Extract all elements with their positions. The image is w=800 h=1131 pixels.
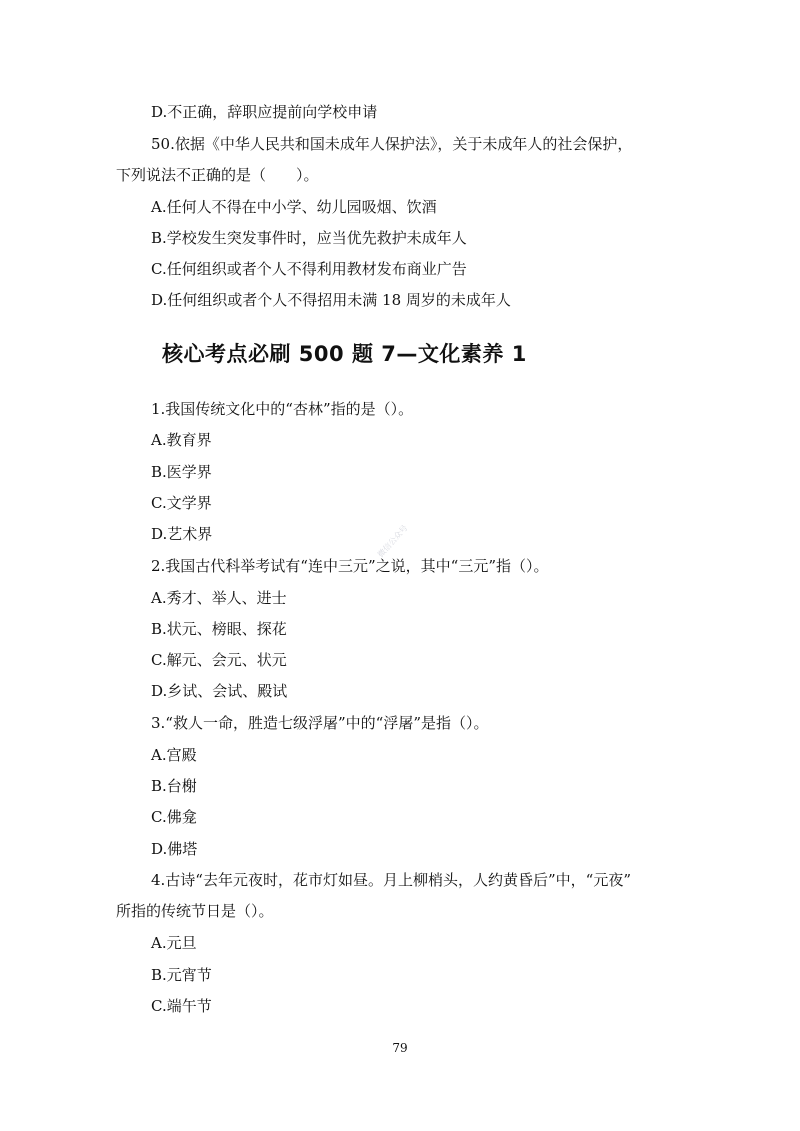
question-50-option-b: B.学校发生突发事件时，应当优先救护未成年人 [151, 229, 467, 247]
question-4-option-b: B.元宵节 [151, 966, 212, 984]
question-4-stem-line1: 4.古诗“去年元夜时，花市灯如昼。月上柳梢头，人约黄昏后”中，“元夜” [151, 871, 631, 889]
question-2-option-a: A.秀才、举人、进士 [151, 589, 287, 607]
question-50-stem-line1: 50.依据《中华人民共和国未成年人保护法》，关于未成年人的社会保护， [151, 135, 633, 153]
question-50-option-d: D.任何组织或者个人不得招用未满 18 周岁的未成年人 [151, 291, 511, 309]
question-3-option-a: A.宫殿 [151, 746, 197, 764]
question-1-option-a: A.教育界 [151, 431, 212, 449]
section-heading: 核心考点必刷 500 题 7—文化素养 1 [162, 342, 527, 366]
question-2-option-b: B.状元、榜眼、探花 [151, 620, 287, 638]
question-2-option-c: C.解元、会元、状元 [151, 651, 287, 669]
question-4-stem-line2: 所指的传统节日是（）。 [116, 902, 274, 920]
question-4-option-c: C.端午节 [151, 997, 212, 1015]
question-1-option-b: B.医学界 [151, 463, 212, 481]
page-number: 79 [392, 1041, 408, 1055]
question-50-stem-line2: 下列说法不正确的是（ ）。 [116, 166, 319, 184]
question-1-option-d: D.艺术界 [151, 525, 213, 543]
question-1-stem: 1.我国传统文化中的“杏林”指的是（）。 [151, 400, 414, 418]
question-3-option-b: B.台榭 [151, 777, 197, 795]
question-3-stem: 3.“救人一命，胜造七级浮屠”中的“浮屠”是指（）。 [151, 714, 489, 732]
question-4-option-a: A.元旦 [151, 934, 197, 952]
question-1-option-c: C.文学界 [151, 494, 212, 512]
watermark-stamp: 微信公众号 [376, 523, 410, 560]
question-50-option-c: C.任何组织或者个人不得利用教材发布商业广告 [151, 260, 467, 278]
question-3-option-d: D.佛塔 [151, 840, 198, 858]
prev-option-d: D.不正确，辞职应提前向学校申请 [151, 103, 378, 121]
question-2-option-d: D.乡试、会试、殿试 [151, 682, 288, 700]
question-50-option-a: A.任何人不得在中小学、幼儿园吸烟、饮酒 [151, 198, 437, 216]
question-3-option-c: C.佛龛 [151, 808, 197, 826]
question-2-stem: 2.我国古代科举考试有“连中三元”之说，其中“三元”指（）。 [151, 557, 549, 575]
